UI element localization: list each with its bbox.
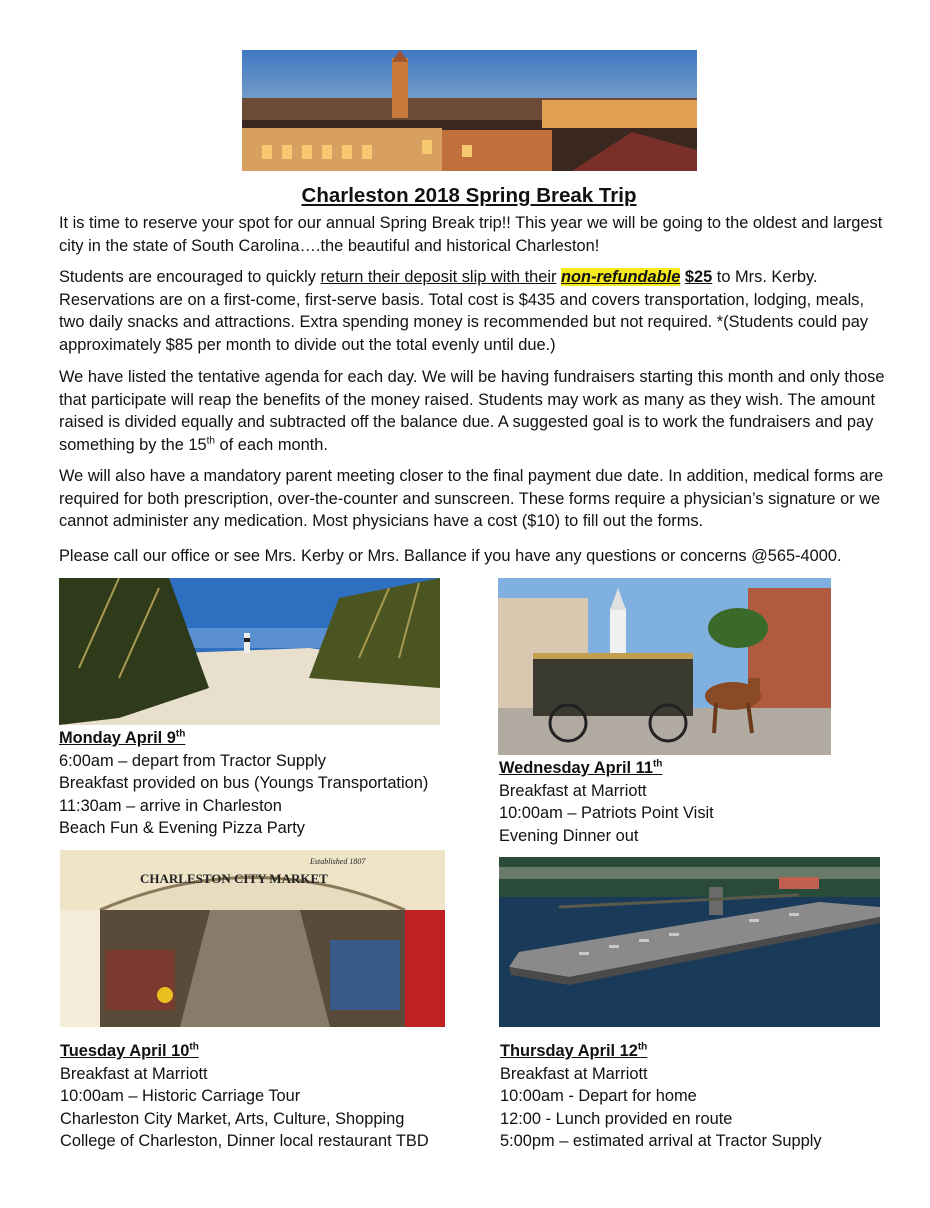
wednesday-agenda bbox=[499, 757, 714, 847]
monday-item: 6:00am – depart from Tractor Supply bbox=[59, 751, 326, 770]
tuesday-item: 10:00am – Historic Carriage Tour bbox=[60, 1087, 301, 1106]
patriots-point-photo bbox=[499, 857, 880, 1027]
intro-paragraph: It is time to reserve your spot for our annual Spring Break trip!! This year we will be going to the oldest and largest city in the state of South Carolina….the beautiful and historical Charleston! bbox=[59, 214, 883, 255]
deposit-amount: $25 bbox=[684, 268, 713, 286]
tuesday-item: Breakfast at Marriott bbox=[60, 1064, 208, 1083]
market-sign-established: Established 1807 bbox=[310, 857, 366, 866]
wednesday-item: Evening Dinner out bbox=[499, 826, 639, 845]
contact-paragraph: Please call our office or see Mrs. Kerby or Mrs. Ballance if you have any questions or concerns @565-4000. bbox=[59, 547, 842, 565]
page-title: Charleston 2018 Spring Break Trip bbox=[301, 184, 637, 207]
tuesday-item: Charleston City Market, Arts, Culture, Shopping bbox=[60, 1109, 405, 1128]
beach-photo bbox=[59, 578, 440, 725]
thursday-item: 12:00 - Lunch provided en route bbox=[500, 1109, 733, 1128]
city-market-photo bbox=[60, 850, 445, 1027]
carriage-tour-photo bbox=[498, 578, 831, 755]
tuesday-agenda bbox=[60, 1040, 429, 1153]
monday-item: Breakfast provided on bus (Youngs Transportation) bbox=[59, 774, 429, 793]
monday-heading: Monday April 9th bbox=[59, 728, 186, 747]
wednesday-item: Breakfast at Marriott bbox=[499, 781, 647, 800]
wednesday-heading: Wednesday April 11th bbox=[499, 758, 663, 777]
fundraiser-end: of each month. bbox=[214, 435, 328, 454]
deposit-rest: to Mrs. Kerby. Reservations are on a first-come, first-serve basis. Total cost is $435 and covers transportation, lodging, meals, two daily snacks and attractions. Extra spending money is recommended but not required. *(Students could pay approximately $85 per month to divide out the total evenly until due.) bbox=[59, 268, 869, 354]
tuesday-heading: Tuesday April 10th bbox=[60, 1041, 199, 1060]
fundraiser-sup: th bbox=[206, 435, 215, 447]
thursday-agenda bbox=[500, 1040, 822, 1153]
deposit-paragraph bbox=[59, 266, 891, 356]
fundraiser-text: We have listed the tentative agenda for each day. We will be having fundraisers starting this month and only those that participate will reap the benefits of the money raised. Students may work as many as they wish. The amount raised is divided equally and subtracted off the balance due. A suggested goal is to work the fundraisers and pay something by the 15 bbox=[59, 368, 885, 454]
meeting-paragraph: We will also have a mandatory parent meeting closer to the final payment due date. In addition, medical forms are required for both prescription, over-the-counter and sunscreen. These forms require a physician’s signature or we cannot administer any medication. Most physicians have a cost ($10) to fill out the forms. bbox=[59, 467, 884, 531]
monday-item: Beach Fun & Evening Pizza Party bbox=[59, 819, 305, 838]
fundraiser-paragraph bbox=[59, 366, 891, 456]
market-sign-name: CHARLESTON CITY MARKET bbox=[140, 871, 328, 886]
tuesday-item: College of Charleston, Dinner local restaurant TBD bbox=[60, 1132, 429, 1151]
thursday-heading: Thursday April 12th bbox=[500, 1041, 648, 1060]
thursday-item: 10:00am - Depart for home bbox=[500, 1087, 697, 1106]
non-refundable-highlight: non-refundable bbox=[561, 268, 681, 286]
deposit-underlined: return their deposit slip with their bbox=[320, 268, 557, 286]
charleston-skyline-photo bbox=[242, 50, 697, 171]
monday-item: 11:30am – arrive in Charleston bbox=[59, 796, 282, 815]
deposit-lead: Students are encouraged to quickly bbox=[59, 268, 321, 286]
thursday-item: Breakfast at Marriott bbox=[500, 1064, 648, 1083]
monday-agenda bbox=[59, 727, 428, 840]
thursday-item: 5:00pm – estimated arrival at Tractor Supply bbox=[500, 1132, 822, 1151]
wednesday-item: 10:00am – Patriots Point Visit bbox=[499, 804, 714, 823]
